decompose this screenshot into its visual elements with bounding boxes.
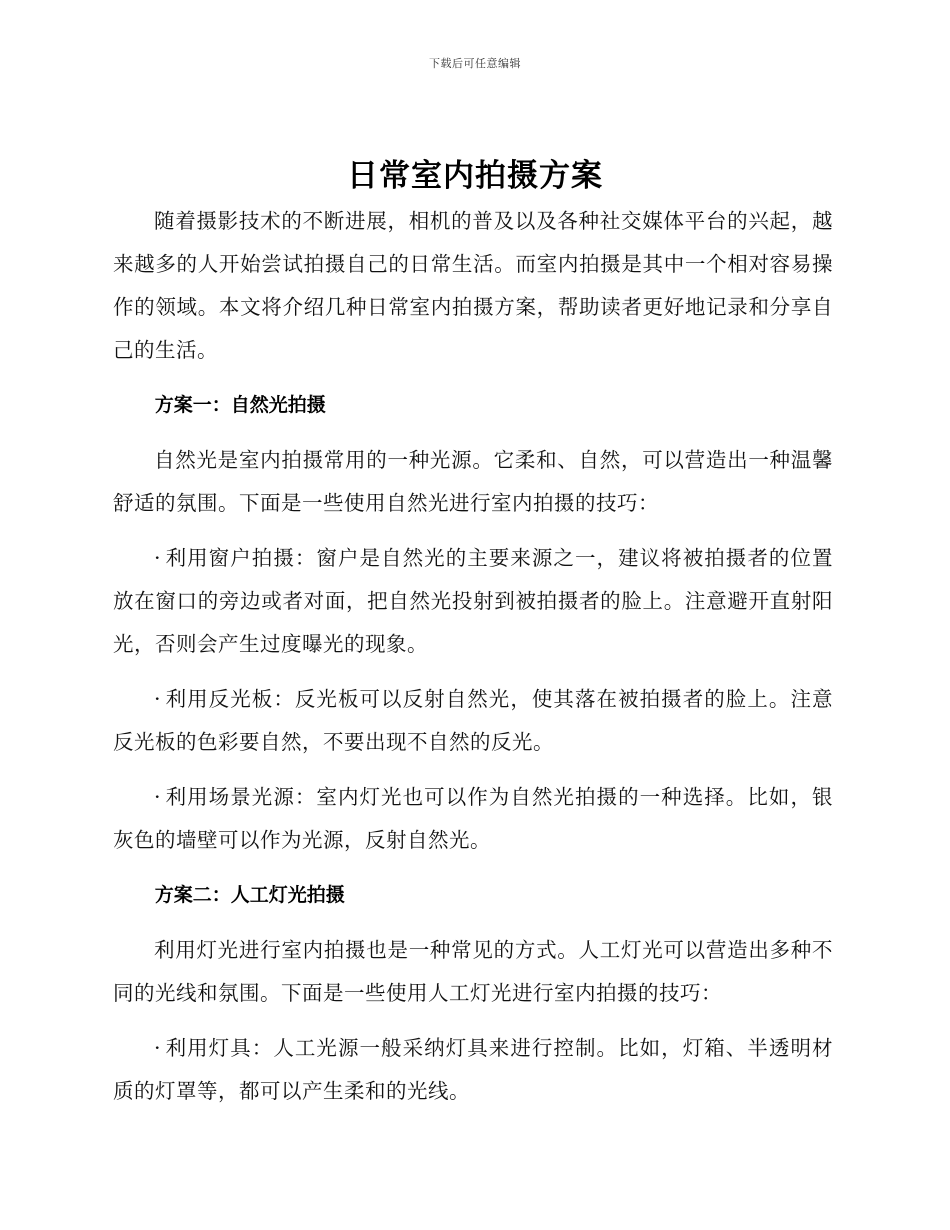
document-title: 日常室内拍摄方案	[347, 158, 603, 194]
section-1-intro: 自然光是室内拍摄常用的一种光源。它柔和、自然，可以营造出一种温馨舒适的氛围。下面是一些使用自然光进行室内拍摄的技巧：	[113, 448, 833, 515]
bullet-marker: ·	[154, 687, 162, 711]
section-1-heading: 方案一：自然光拍摄	[154, 394, 326, 416]
section-2-intro: 利用灯光进行室内拍摄也是一种常见的方式。人工灯光可以营造出多种不同的光线和氛围。下面是一些使用人工灯光进行室内拍摄的技巧：	[113, 938, 833, 1005]
bullet-marker: ·	[154, 1036, 162, 1060]
section-2-heading: 方案二：人工灯光拍摄	[154, 884, 345, 906]
bullet-text: 利用场景光源：室内灯光也可以作为自然光拍摄的一种选择。比如，银灰色的墙壁可以作为光源，反射自然光。	[113, 785, 833, 852]
bullet-marker: ·	[154, 785, 162, 809]
intro-paragraph: 随着摄影技术的不断进展，相机的普及以及各种社交媒体平台的兴起，越来越多的人开始尝试拍摄自己的日常生活。而室内拍摄是其中一个相对容易操作的领域。本文将介绍几种日常室内拍摄方案，帮助读者更好地记录和分享自己的生活。	[113, 209, 833, 362]
section-2-bullet-1	[113, 1027, 833, 1113]
bullet-marker: ·	[154, 546, 162, 570]
bullet-text: 利用窗户拍摄：窗户是自然光的主要来源之一，建议将被拍摄者的位置放在窗口的旁边或者对面，把自然光投射到被拍摄者的脸上。注意避开直射阳光，否则会产生过度曝光的现象。	[113, 546, 833, 656]
bullet-text: 利用灯具：人工光源一般采纳灯具来进行控制。比如，灯箱、半透明材质的灯罩等，都可以产生柔和的光线。	[113, 1036, 833, 1103]
section-1-bullet-3	[113, 776, 833, 862]
section-1-bullet-2	[113, 678, 833, 764]
bullet-text: 利用反光板：反光板可以反射自然光，使其落在被拍摄者的脸上。注意反光板的色彩要自然，不要出现不自然的反光。	[113, 687, 833, 754]
document-body	[113, 200, 833, 1113]
header-note: 下载后可任意编辑	[429, 57, 521, 70]
section-1-bullet-1	[113, 537, 833, 666]
